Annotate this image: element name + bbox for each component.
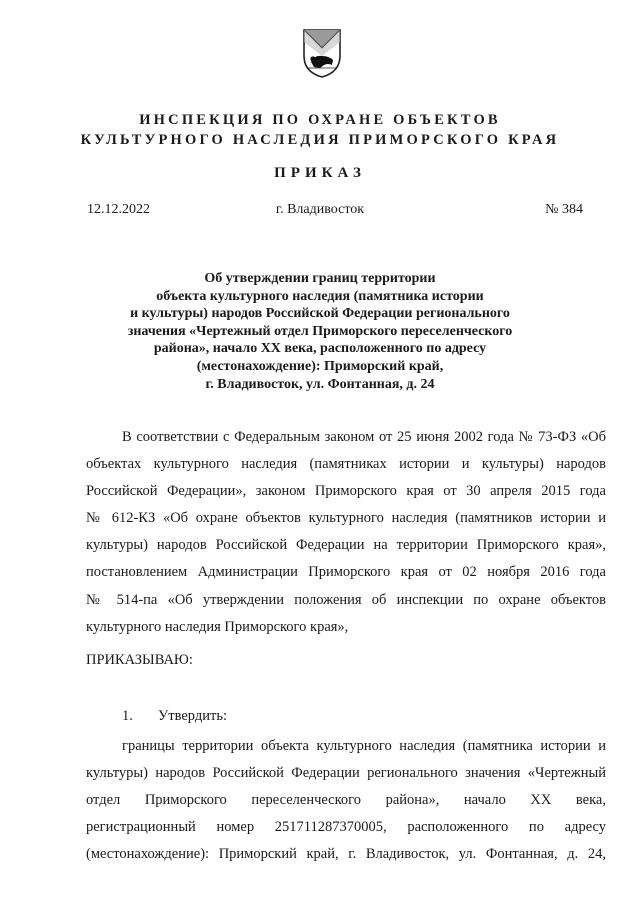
text-line: № 514-па «Об утверждении положения об инспекции по охране объектов [86, 591, 606, 608]
text-line: границы территории объекта культурного наследия (памятника истории и [122, 738, 606, 754]
item-1-paragraph [86, 733, 606, 868]
document-date: 12.12.2022 [87, 202, 150, 217]
document-city: г. Владивосток [275, 202, 365, 217]
text-line: отдел Приморского переселенческого района», начало XX века, [86, 792, 606, 809]
document-type-title: ПРИКАЗ [274, 165, 366, 181]
item-label: Утвердить: [158, 708, 227, 724]
document-number: № 384 [545, 202, 583, 217]
document-subject [90, 270, 550, 393]
order-directive: ПРИКАЗЫВАЮ: [86, 652, 193, 668]
preamble-paragraph [86, 424, 606, 641]
subject-line: Об утверждении границ территории [204, 271, 436, 286]
text-line: регистрационный номер 251711287370005, расположенного по адресу [86, 819, 606, 836]
subject-line: и культуры) народов Российской Федерации регионального [130, 306, 510, 322]
subject-line: объекта культурного наследия (памятника истории [156, 288, 484, 304]
agency-name-line2: КУЛЬТУРНОГО НАСЛЕДИЯ ПРИМОРСКОГО КРАЯ [80, 132, 560, 148]
text-line: культурного наследия Приморского края», [86, 618, 349, 635]
subject-line: района», начало XX века, расположенного по адресу [153, 341, 487, 357]
text-line: культуры) народов Российской Федерации на территории Приморского края», [86, 537, 606, 554]
subject-line: г. Владивосток, ул. Фонтанная, д. 24 [205, 376, 435, 392]
subject-line: (местонахождение): Приморский край, [196, 358, 444, 374]
text-line: № 612-КЗ «Об охране объектов культурного наследия (памятников истории и [86, 510, 606, 527]
text-line: постановлением Администрации Приморского края от 02 ноября 2016 года [86, 564, 606, 581]
text-line: (местонахождение): Приморский край, г. Владивосток, ул. Фонтанная, д. 24, [86, 846, 606, 863]
subject-line: значения «Чертежный отдел Приморского переселенческого [127, 323, 513, 339]
item-1-heading [122, 708, 227, 725]
item-number: 1. [122, 708, 133, 724]
text-line: культуры) народов Российской Федерации регионального значения «Чертежный [86, 765, 606, 782]
agency-name-line1: ИНСПЕКЦИЯ ПО ОХРАНЕ ОБЪЕКТОВ [139, 112, 501, 128]
text-line: Российской Федерации», законом Приморского края от 30 апреля 2015 года [86, 483, 606, 500]
text-line: объектах культурного наследия (памятниках истории и культуры) народов [86, 456, 606, 473]
text-line: В соответствии с Федеральным законом от 25 июня 2002 года № 73-ФЗ «Об [122, 429, 606, 445]
coat-of-arms-icon [302, 28, 342, 78]
